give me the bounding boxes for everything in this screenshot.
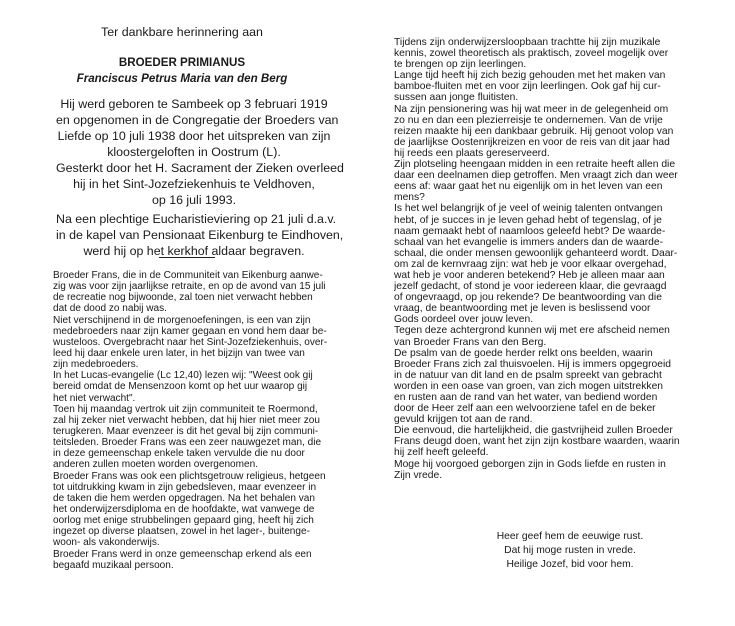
- body-line: Tijdens zijn onderwijzersloopbaan trachtte hij zijn muzikale: [394, 37, 661, 48]
- body-line: In het Lucas-evangelie (Lc 12,40) lezen wij: "Weest ook gij: [53, 370, 313, 382]
- body-line: dat de dood zo nabij was.: [53, 303, 167, 315]
- right-body-text: [394, 37, 724, 481]
- body-line: kennis, zowel theoretisch als praktisch, zoveel mogelijk over: [394, 48, 669, 60]
- section-divider: [159, 257, 215, 258]
- body-line: bamboe-fluiten met en voor zijn leerlingen. Ook gaf hij cur-: [394, 81, 661, 93]
- body-line: Broeder Frans was ook een plichtsgetrouw religieus, hetgeen: [53, 470, 326, 482]
- body-line: Broeder Frans, die in de Communiteit van Eikenburg aanwe-: [53, 270, 323, 281]
- body-line: daar een deelnamen diep getroffen. Men vraagt zich dan weer: [394, 170, 678, 182]
- body-line: van Broeder Frans van den Berg.: [394, 336, 547, 348]
- body-line: Broeder Frans zich zal thuisvoelen. Hij is immers opgegroeid: [394, 358, 671, 370]
- body-line: Niet verschijnend in de morgenoefeningen, is een van zijn: [53, 314, 311, 326]
- body-line: naam gemaakt hebt of naamloos geleefd hebt? De waarde-: [394, 225, 666, 237]
- bio-line: en opgenomen in de Congregatie der Broeders van: [56, 113, 339, 127]
- bio-line: in de kapel van Pensionaat Eikenburg te Eindhoven,: [56, 228, 344, 242]
- body-line: Is het wel belangrijk of je veel of weinig talenten ontvangen: [394, 203, 663, 215]
- body-line: leed hij daar enkele uren later, in het bijzijn van twee van: [53, 347, 305, 359]
- body-line: Zijn vrede.: [394, 469, 443, 481]
- body-line: medebroeders naar zijn kamer gegaan en vond hem daar be-: [53, 325, 327, 337]
- body-line: hij zelf heeft geleefd.: [394, 447, 489, 459]
- body-line: oorlog met enige strubbelingen gepaard ging, heeft hij zich: [53, 515, 314, 527]
- body-line: ingezet op diverse plaatsen, zowel in het lager-, buitenge-: [53, 526, 310, 538]
- body-line: teitsleden. Broeder Frans was een zeer nauwgezet man, die: [53, 437, 322, 449]
- body-line: schaal, die onder mensen gewoonlijk gehanteerd wordt. Daar-: [394, 247, 678, 259]
- body-line: Die eenvoud, die hartelijkheid, die gastvrijheid zullen Broeder: [394, 425, 673, 437]
- left-body-text: [53, 270, 341, 571]
- body-line: eens af: waar gaat het nu eigenlijk om in het leven van een: [394, 181, 663, 193]
- body-line: gevuld krijgen tot aan de rand.: [394, 414, 533, 426]
- body-line: begaafd muzikaal persoon.: [53, 559, 174, 571]
- bio-line: werd hij op het kerkhof aldaar begraven.: [83, 244, 305, 258]
- body-line: vraag, de beantwoording met je leven is beslissend voor: [394, 303, 651, 315]
- body-line: zo nu en dan een plezierreisje te ondernemen. Van de vrije: [394, 114, 663, 126]
- body-line: tot uitdrukking kwam in zijn gebedsleven, maar evenzeer in: [53, 481, 317, 493]
- body-line: in deze gemeenschap enkele taken vervulde die nu door: [53, 448, 305, 460]
- body-line: reizen maakte hij een dankbaar gebruik. Hij genoot volop van: [394, 125, 674, 137]
- body-line: sussen aan jonge fluitisten.: [394, 92, 519, 104]
- bio-line: Liefde op 10 juli 1938 door het uitspreken van zijn: [57, 129, 331, 143]
- body-line: wusteloos. Overgebracht naar het Sint-Jozefziekenhuis, over-: [53, 336, 328, 348]
- bio-line: Na een plechtige Eucharistieviering op 21 juli d.a.v.: [56, 212, 337, 226]
- body-line: zal hij zeker niet verwacht hebben, dat hij hier niet meer zou: [53, 414, 320, 426]
- bio-line: hij in het Sint-Jozefziekenhuis te Veldhoven,: [73, 177, 315, 191]
- body-line: Gods oordeel over jouw leven.: [394, 314, 534, 326]
- card-title: Ter dankbare herinnering aan: [101, 25, 263, 39]
- bio-line: Gesterkt door het H. Sacrament der Zieken overleed: [56, 161, 344, 175]
- body-line: hebt, of je succes in je leven gehad hebt of tegenslag, of je: [394, 214, 662, 226]
- body-line: hij reeds een plaats gereserveerd.: [394, 147, 550, 159]
- body-line: het niet verwacht".: [53, 392, 136, 404]
- deceased-full-name: Franciscus Petrus Maria van den Berg: [76, 72, 288, 85]
- bio-line: kloostergeloften in Oostrum (L).: [107, 145, 281, 159]
- bio-line: op 16 juli 1993.: [151, 193, 237, 207]
- closing-prayer-line: Dat hij moge rusten in vrede.: [504, 545, 636, 556]
- deceased-name: BROEDER PRIMIANUS: [118, 56, 246, 69]
- body-line: de jaarlijkse Oostenrijkreizen en voor de reis van dit jaar had: [394, 136, 670, 148]
- closing-prayer-line: Heer geef hem de eeuwige rust.: [496, 531, 644, 542]
- body-line: Na zijn pensionering was hij wat meer in de gelegenheid om: [394, 103, 669, 115]
- body-line: Moge hij voorgoed geborgen zijn in Gods liefde en rusten in: [394, 458, 666, 470]
- body-line: Zijn plotseling heengaan midden in een retraite heeft allen die: [394, 159, 676, 171]
- body-line: woon- als vakonderwijs.: [53, 537, 160, 549]
- body-line: of ongevraagd, op jou rekende? De beantwoording van die: [394, 292, 662, 304]
- body-line: zijn medebroeders.: [53, 359, 139, 371]
- body-line: Tegen deze achtergrond kunnen wij met ere afscheid nemen: [394, 325, 670, 337]
- body-line: wat heb je voor anderen betekend? Heb je alleen maar aan: [394, 269, 665, 281]
- body-line: het onderwijzersdiploma en de hoofdakte, wat vanwege de: [53, 503, 315, 515]
- closing-prayer-line: Heilige Jozef, bid voor hem.: [506, 559, 634, 570]
- body-line: en rusten aan de rand van het water, van bediend worden: [394, 392, 658, 403]
- bio-line: Hij werd geboren te Sambeek op 3 februari 1919: [60, 97, 328, 111]
- body-line: zig was voor zijn jaarlijkse retraite, en op de avond van 15 juli: [53, 281, 326, 293]
- body-line: Broeder Frans werd in onze gemeenschap erkend als een: [53, 548, 312, 560]
- body-line: in de natuur van dit land en de psalm spreekt van gebracht: [394, 369, 662, 381]
- body-line: de recreatie nog bijwoonde, zal toen niet verwacht hebben: [53, 292, 313, 304]
- body-line: jezelf gedacht, of stond je voor iedereen klaar, die gevraagd: [394, 281, 667, 293]
- body-line: anderen zullen moeten worden overgenomen.: [53, 459, 258, 471]
- body-line: Frans deugd doen, want het zijn zijn kostbare waarden, waarin: [394, 436, 680, 448]
- body-line: worden in een oase van groen, van zich mogen uitstrekken: [394, 380, 664, 392]
- body-line: bereid omdat de Mensenzoon komt op het uur waarop gij: [53, 381, 308, 393]
- body-line: mens?: [394, 192, 425, 204]
- body-line: schaal van het evangelie is immers anders dan de waarde-: [394, 236, 664, 248]
- body-line: De psalm van de goede herder relkt ons beelden, waarin: [394, 347, 653, 359]
- body-line: door de Heer zelf aan een welvoorziene tafel en de beker: [394, 403, 656, 415]
- body-line: terugkeren. Maar evenzeer is dit het geval bij zijn communi-: [53, 425, 319, 437]
- body-line: Toen hij maandag vertrok uit zijn communiteit te Roermond,: [53, 403, 318, 415]
- body-line: te brengen op zijn leerlingen.: [394, 59, 527, 71]
- body-line: Lange tijd heeft hij zich bezig gehouden met het maken van: [394, 70, 666, 82]
- body-line: om zal de kernvraag zijn: wat heb je voor elkaar overgehad,: [394, 258, 667, 270]
- body-line: de taken die hem werden opgedragen. Na het behalen van: [53, 492, 315, 504]
